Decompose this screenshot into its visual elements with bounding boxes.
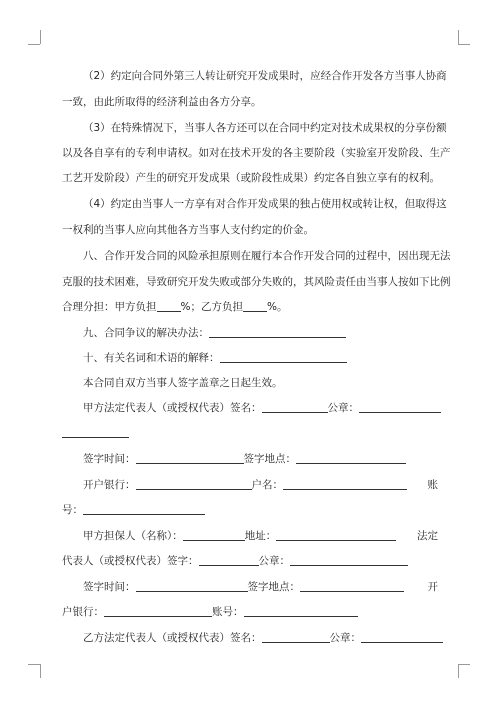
percent-suffix: %。: [266, 301, 288, 313]
dispute-resolution-field[interactable]: [209, 326, 346, 338]
clause-3-line-3: 工艺开发阶段）产生的研究开发成果（或阶段性成果）约定各自独立享有的权利。: [62, 172, 440, 184]
sign-time-label: 签字时间：: [83, 453, 136, 465]
legal-rep-label-part-2: 代表人（或授权代表）签字：: [62, 555, 199, 567]
party-b-share-field[interactable]: [243, 300, 267, 312]
guarantor-account-label: 账号：: [212, 606, 244, 618]
dispute-resolution-label: 九、合同争议的解决办法：: [83, 327, 209, 339]
guarantor-sign-place-label: 签字地点：: [247, 581, 300, 593]
guarantor-seal-field[interactable]: [290, 554, 408, 566]
guarantor-bank-row: [62, 605, 438, 619]
clause-3-line-2: 以及各自享有的专利申请权。如对在技术开发的各主要阶段（实验室开发阶段、生产: [62, 147, 451, 159]
guarantor-bank-label-part-1: 开: [427, 581, 438, 593]
account-name-field[interactable]: [283, 478, 407, 490]
bank-label: 开户银行：: [83, 479, 136, 491]
guarantor-bank-field[interactable]: [104, 605, 212, 617]
party-a-bank-row: [62, 478, 438, 492]
account-name-label: 户名：: [251, 479, 283, 491]
guarantor-rep-signature-field[interactable]: [199, 554, 259, 566]
crop-mark-bottom-left: [40, 664, 41, 678]
sign-place-field[interactable]: [296, 452, 406, 464]
guarantor-sign-place-field[interactable]: [300, 580, 404, 592]
guarantor-name-field[interactable]: [183, 529, 245, 541]
party-a-account-row: [62, 503, 438, 517]
account-number-field[interactable]: [83, 503, 205, 515]
clause-2-line-2: 一致，由此所取得的经济利益由各方分享。: [62, 96, 262, 108]
party-b-share-label: %；乙方负担: [180, 301, 243, 313]
article-8-line-3: [62, 300, 438, 314]
account-label-part-1: 账: [427, 479, 438, 491]
crop-mark-top-left: [28, 44, 40, 45]
crop-mark-top-left: [40, 30, 41, 44]
crop-mark-bottom-right: [458, 664, 459, 678]
crop-mark-top-right: [458, 44, 470, 45]
crop-mark-bottom-left: [28, 664, 40, 665]
article-8-line-2: 克服的技术困难，导致研究开发失败或部分失败的，其风险责任由当事人按如下比例: [62, 276, 451, 288]
guarantor-bank-label-part-2: 户银行：: [62, 606, 104, 618]
clause-4-line-2: 一权利的当事人应向其他各方当事人支付约定的价金。: [62, 224, 314, 236]
legal-rep-label-part-1: 法定: [417, 530, 438, 542]
article-8-line-1: 八、合作开发合同的风险承担原则在履行本合作开发合同的过程中，因出现无法: [83, 250, 451, 262]
party-b-rep-signature-field[interactable]: [262, 631, 330, 643]
guarantor-row: [62, 529, 438, 543]
party-a-share-label: 合理分担：甲方负担: [62, 301, 157, 313]
terms-explanation-label: 十、有关名词和术语的解释：: [83, 352, 220, 364]
clause-3-line-1: （3）在特殊情况下，当事人各方还可以在合同中约定对技术成果权的分享份额: [83, 122, 447, 134]
terms-explanation-field[interactable]: [220, 351, 347, 363]
guarantor-address-label: 地址：: [244, 530, 277, 542]
party-b-rep-signature-label: 乙方法定代表人（或授权代表）签名：: [83, 632, 262, 644]
effective-clause: 本合同自双方当事人签字盖章之日起生效。: [83, 377, 283, 389]
crop-mark-top-right: [458, 30, 459, 44]
guarantor-seal-label: 公章：: [258, 555, 290, 567]
party-a-sign-time-row: [62, 452, 438, 466]
party-a-representative-row: [62, 401, 438, 415]
account-label-part-2: 号：: [62, 504, 83, 516]
party-a-rep-signature-field[interactable]: [262, 401, 328, 413]
guarantor-sign-time-field[interactable]: [136, 580, 248, 592]
party-a-seal-field-continued[interactable]: [62, 426, 129, 438]
article-10: [62, 351, 438, 365]
party-a-seal-field[interactable]: [359, 401, 441, 413]
bank-field[interactable]: [136, 478, 252, 490]
party-b-seal-field[interactable]: [361, 631, 443, 643]
party-a-seal-continuation: [62, 426, 438, 440]
sign-time-field[interactable]: [136, 452, 244, 464]
party-b-seal-label: 公章：: [329, 632, 361, 644]
guarantor-name-label: 甲方担保人（名称）：: [83, 530, 183, 542]
guarantor-rep-row: [62, 554, 438, 568]
clause-4-line-1: （4）约定由当事人一方享有对合作开发成果的独占使用权或转让权，但取得这: [83, 198, 447, 210]
guarantor-account-field[interactable]: [244, 605, 358, 617]
crop-mark-bottom-right: [458, 664, 470, 665]
clause-2-line-1: （2）约定向合同外第三人转让研究开发成果时，应经合作开发各方当事人协商: [83, 70, 447, 82]
party-a-seal-label: 公章：: [327, 402, 359, 414]
guarantor-sign-time-row: [62, 580, 438, 594]
guarantor-address-field[interactable]: [276, 529, 396, 541]
party-a-share-field[interactable]: [157, 300, 181, 312]
sign-place-label: 签字地点：: [243, 453, 296, 465]
guarantor-sign-time-label: 签字时间：: [83, 581, 136, 593]
party-a-rep-signature-label: 甲方法定代表人（或授权代表）签名：: [83, 402, 262, 414]
article-9: [62, 326, 438, 340]
party-b-representative-row: [62, 631, 438, 645]
